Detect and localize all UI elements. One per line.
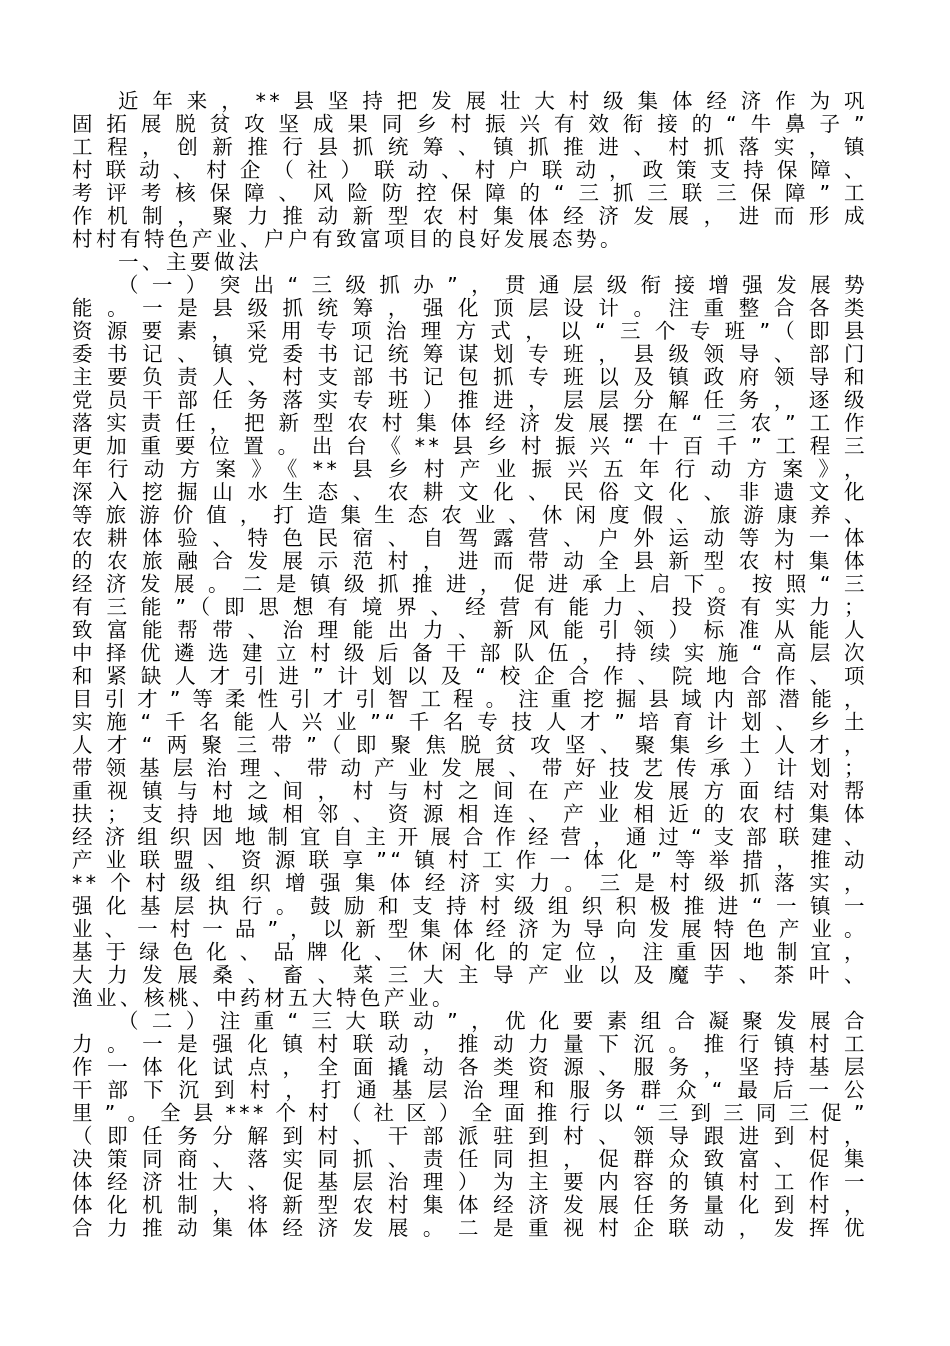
text-line: 基于绿色化、品牌化、休闲化的定位，注重因地制宜， bbox=[72, 940, 868, 964]
text-line: 业、一村一品”，以新型集体经济为导向发展特色产业。 bbox=[72, 917, 868, 941]
text-line: 带领基层治理、带动产业发展、带好技艺传承）计划； bbox=[72, 756, 868, 780]
text-line: 的农旅融合发展示范村，进而带动全县新型农村集体 bbox=[72, 549, 868, 573]
text-line: **个村级组织增强集体经济实力。三是村级抓落实， bbox=[72, 871, 868, 895]
text-line: 党员干部任务落实专班）推进，层层分解任务，逐级 bbox=[72, 388, 868, 412]
text-line: 渔业、核桃、中药材五大特色产业。 bbox=[72, 986, 456, 1010]
text-line: 村村有特色产业、户户有致富项目的良好发展态势。 bbox=[72, 227, 624, 251]
text-line: 深入挖掘山水生态、农耕文化、民俗文化、非遗文化 bbox=[72, 480, 868, 504]
text-line: 合力推动集体经济发展。二是重视村企联动，发挥优 bbox=[72, 1216, 868, 1240]
text-line: 考评考核保障、风险防控保障的“三抓三联三保障”工 bbox=[72, 181, 868, 205]
text-line: 实施“千名能人兴业”“千名专技人才”培育计划、乡土 bbox=[72, 710, 868, 734]
text-line: 主要负责人、村支部书记包抓专班以及镇政府领导和 bbox=[72, 365, 868, 389]
text-line: 有三能”（即思想有境界、经营有能力、投资有实力； bbox=[72, 595, 868, 619]
text-line: 更加重要位置。出台《**县乡村振兴“十百千”工程三 bbox=[72, 434, 868, 458]
section-heading: 一、主要做法 bbox=[118, 250, 262, 274]
text-line: 委书记、镇党委书记统筹谋划专班，县级领导、部门 bbox=[72, 342, 868, 366]
document-body bbox=[72, 90, 868, 1240]
subsection-heading: （一）突出“三级抓办”，贯通层级衔接增强发展势 bbox=[118, 273, 868, 297]
text-line: 作机制，聚力推动新型农村集体经济发展，进而形成 bbox=[72, 204, 868, 228]
text-line: 年行动方案》《**县乡村产业振兴五年行动方案》， bbox=[72, 457, 868, 481]
text-line: 近年来，**县坚持把发展壮大村级集体经济作为巩 bbox=[118, 89, 868, 113]
text-line: 经济发展。二是镇级抓推进，促进承上启下。按照“三 bbox=[72, 572, 868, 596]
text-line: 重视镇与村之间，村与村之间在产业发展方面结对帮 bbox=[72, 779, 868, 803]
text-line: 里”。全县***个村（社区）全面推行以“三到三同三促” bbox=[72, 1101, 868, 1125]
text-line: 产业联盟、资源联享”“镇村工作一体化”等举措，推动 bbox=[72, 848, 868, 872]
text-line: 等旅游价值，打造集生态农业、休闲度假、旅游康养、 bbox=[72, 503, 868, 527]
text-line: 和紧缺人才引进”计划以及“校企合作、院地合作、项 bbox=[72, 664, 868, 688]
text-line: 资源要素，采用专项治理方式，以“三个专班”（即县 bbox=[72, 319, 868, 343]
text-line: （即任务分解到村、干部派驻到村、领导跟进到村， bbox=[72, 1124, 868, 1148]
text-line: 决策同商、落实同抓、责任同担，促群众致富、促集 bbox=[72, 1147, 868, 1171]
text-line: 村联动、村企（社）联动、村户联动，政策支持保障、 bbox=[72, 158, 868, 182]
text-line: 落实责任，把新型农村集体经济发展摆在“三农”工作 bbox=[72, 411, 868, 435]
text-line: 能。一是县级抓统筹，强化顶层设计。注重整合各类 bbox=[72, 296, 868, 320]
text-line: 作一体化试点，全面撬动各类资源、服务，坚持基层 bbox=[72, 1055, 868, 1079]
text-line: 中择优遴选建立村级后备干部队伍，持续实施“高层次 bbox=[72, 641, 868, 665]
text-line: 干部下沉到村，打通基层治理和服务群众“最后一公 bbox=[72, 1078, 868, 1102]
text-line: 人才“两聚三带”（即聚焦脱贫攻坚、聚集乡土人才， bbox=[72, 733, 868, 757]
text-line: 固拓展脱贫攻坚成果同乡村振兴有效衔接的“牛鼻子” bbox=[72, 112, 868, 136]
subsection-heading: （二）注重“三大联动”，优化要素组合凝聚发展合 bbox=[118, 1009, 868, 1033]
text-line: 体经济壮大、促基层治理）为主要内容的镇村工作一 bbox=[72, 1170, 868, 1194]
text-line: 力。一是强化镇村联动，推动力量下沉。推行镇村工 bbox=[72, 1032, 868, 1056]
text-line: 目引才”等柔性引才引智工程。注重挖掘县域内部潜能， bbox=[72, 687, 868, 711]
text-line: 农耕体验、特色民宿、自驾露营、户外运动等为一体 bbox=[72, 526, 868, 550]
text-line: 致富能帮带、治理能出力、新风能引领）标准从能人 bbox=[72, 618, 868, 642]
text-line: 体化机制，将新型农村集体经济发展任务量化到村， bbox=[72, 1193, 868, 1217]
text-line: 工程，创新推行县抓统筹、镇抓推进、村抓落实，镇 bbox=[72, 135, 868, 159]
text-line: 大力发展桑、畜、菜三大主导产业以及魔芋、茶叶、 bbox=[72, 963, 868, 987]
text-line: 强化基层执行。鼓励和支持村级组织积极推进“一镇一 bbox=[72, 894, 868, 918]
text-line: 扶；支持地域相邻、资源相连、产业相近的农村集体 bbox=[72, 802, 868, 826]
text-line: 经济组织因地制宜自主开展合作经营，通过“支部联建、 bbox=[72, 825, 868, 849]
